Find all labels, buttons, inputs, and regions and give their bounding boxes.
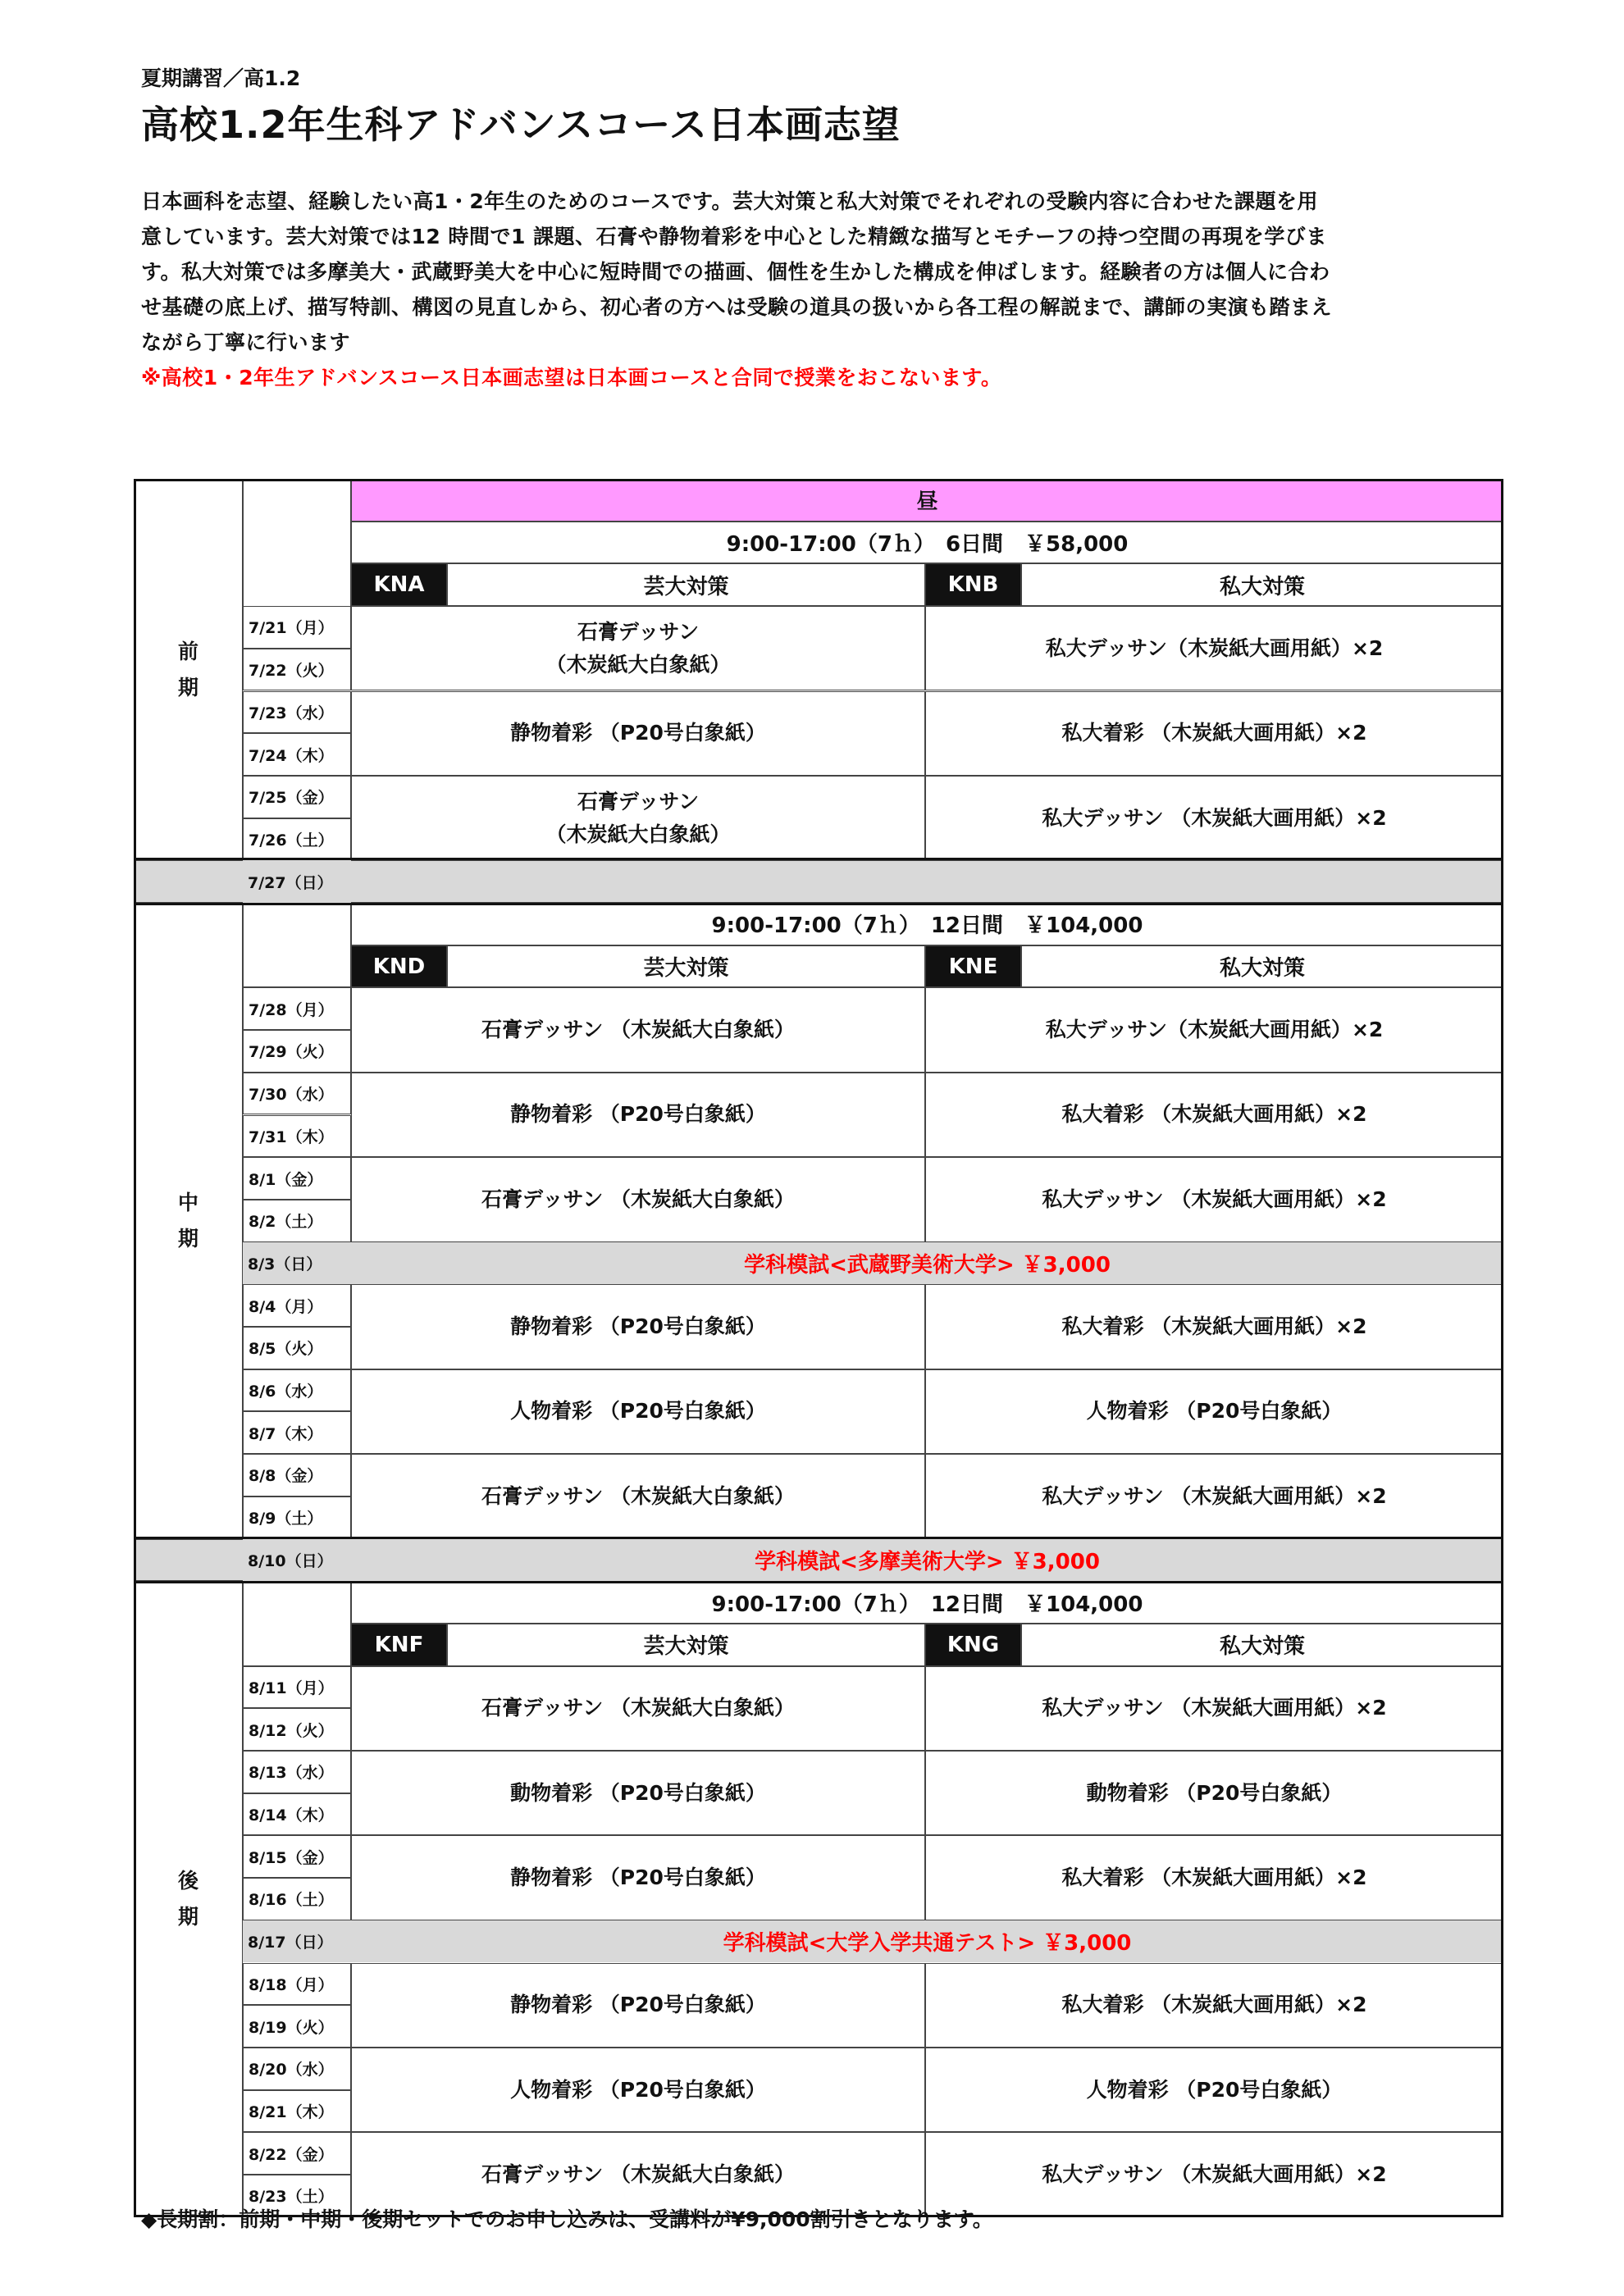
track-shidai-header: 私大対策 [1021,563,1503,606]
period-label: 後 期 [134,1581,243,2217]
date-cell: 7/22（火） [243,649,351,691]
date-cell: 8/12（火） [243,1708,351,1751]
date-cell: 8/21（木） [243,2090,351,2133]
joint-class-notice: ※高校1・2年生アドバンスコース日本画志望は日本画コースと合同で授業をおこないます。 [141,366,1002,390]
description-line: せ基礎の底上げ、描写特訓、構図の見直しから、初心者の方へは受験の道具の扱いから各工程の解説まで、講師の実演も踏まえ [141,295,1333,319]
page-kicker: 夏期講習／高1.2 [141,66,301,90]
blank-corner-cell [243,1581,351,1665]
period-summary: 9:00-17:00（7ｈ） 12日間 ￥104,000 [351,1581,1503,1624]
date-cell: 8/9（土） [243,1496,351,1539]
geidai-assignment: 静物着彩 （P20号白象紙） [351,1835,925,1920]
shidai-assignment: 人物着彩 （P20号白象紙） [925,2048,1503,2132]
description-line: 日本画科を志望、経験したい高1・2年生のためのコースです。芸大対策と私大対策でそれぞれの受験内容に合わせた課題を用 [141,189,1319,213]
date-cell: 8/11（月） [243,1666,351,1709]
date-cell: 8/14（木） [243,1793,351,1836]
geidai-assignment: 動物着彩 （P20号白象紙） [351,1751,925,1835]
geidai-assignment: 石膏デッサン （木炭紙大白象紙） [351,1666,925,1751]
geidai-assignment: 石膏デッサン （木炭紙大白象紙） [351,776,925,860]
schedule-table [134,479,1503,2207]
shidai-assignment: 私大デッサン（木炭紙大画用紙）×2 [925,606,1503,690]
shidai-assignment: 私大着彩 （木炭紙大画用紙）×2 [925,1835,1503,1920]
date-cell: 8/3（日） [243,1242,351,1285]
long-term-discount-note: ◆長期割：前期・中期・後期セットでのお申し込みは、受講料が¥9,000割引きとなります。 [141,2207,993,2231]
blank-corner-cell [243,903,351,987]
date-cell: 7/24（木） [243,733,351,776]
date-cell: 7/23（水） [243,691,351,734]
date-cell: 8/10（日） [243,1539,351,1582]
course-description [141,184,1421,395]
course-code-badge: KND [351,945,447,988]
date-cell: 8/15（金） [243,1835,351,1878]
date-cell: 8/6（水） [243,1369,351,1412]
description-line: ながら丁寧に行います [141,330,351,354]
track-shidai-header: 私大対策 [1021,945,1503,988]
daytime-header: 昼 [351,479,1503,522]
date-cell: 8/16（土） [243,1878,351,1920]
date-cell: 8/4（月） [243,1284,351,1327]
geidai-assignment: 石膏デッサン （木炭紙大白象紙） [351,1454,925,1538]
geidai-assignment: 石膏デッサン （木炭紙大白象紙） [351,987,925,1072]
date-cell: 7/27（日） [243,860,351,903]
date-cell: 8/19（火） [243,2005,351,2048]
date-cell: 7/29（火） [243,1030,351,1073]
course-code-badge: KNB [925,563,1021,606]
date-cell: 8/5（火） [243,1327,351,1369]
date-cell: 8/22（金） [243,2132,351,2175]
geidai-assignment: 人物着彩 （P20号白象紙） [351,2048,925,2132]
shidai-assignment: 動物着彩 （P20号白象紙） [925,1751,1503,1835]
geidai-assignment: 人物着彩 （P20号白象紙） [351,1369,925,1454]
date-cell: 7/21（月） [243,606,351,649]
date-cell: 7/25（金） [243,776,351,818]
geidai-assignment: 静物着彩 （P20号白象紙） [351,1963,925,2048]
geidai-assignment: 静物着彩 （P20号白象紙） [351,691,925,776]
date-cell: 8/17（日） [243,1920,351,1963]
shidai-assignment: 私大デッサン （木炭紙大画用紙）×2 [925,1666,1503,1751]
date-cell: 7/28（月） [243,987,351,1030]
shidai-assignment: 私大着彩 （木炭紙大画用紙）×2 [925,1963,1503,2048]
geidai-assignment: 石膏デッサン （木炭紙大白象紙） [351,606,925,690]
track-geidai-header: 芸大対策 [447,563,925,606]
date-cell: 8/2（土） [243,1200,351,1242]
shidai-assignment: 人物着彩 （P20号白象紙） [925,1369,1503,1454]
track-shidai-header: 私大対策 [1021,1624,1503,1666]
date-cell: 8/23（土） [243,2175,351,2217]
description-line: す。私大対策では多摩美大・武蔵野美大を中心に短時間での描画、個性を生かした構成を伸ばします。経験者の方は個人に合わ [141,260,1330,284]
shidai-assignment: 私大デッサン （木炭紙大画用紙）×2 [925,1157,1503,1241]
blank-corner-cell [243,479,351,649]
date-cell: 8/1（金） [243,1157,351,1200]
period-summary: 9:00-17:00（7ｈ） 12日間 ￥104,000 [351,903,1503,945]
course-code-badge: KNE [925,945,1021,988]
course-code-badge: KNG [925,1624,1021,1666]
geidai-assignment: 石膏デッサン （木炭紙大白象紙） [351,1157,925,1241]
date-cell: 8/7（木） [243,1411,351,1454]
date-cell: 8/13（水） [243,1751,351,1793]
period-summary: 9:00-17:00（7ｈ） 6日間 ￥58,000 [351,522,1503,564]
exam-day-label: 学科模試<武蔵野美術大学> ￥3,000 [351,1242,1503,1285]
shidai-assignment: 私大着彩 （木炭紙大画用紙）×2 [925,1284,1503,1369]
geidai-assignment: 静物着彩 （P20号白象紙） [351,1073,925,1157]
track-geidai-header: 芸大対策 [447,1624,925,1666]
period-label: 前 期 [134,479,243,860]
date-cell: 8/20（水） [243,2048,351,2090]
course-code-badge: KNA [351,563,447,606]
exam-day-label: 学科模試<多摩美術大学> ￥3,000 [351,1539,1503,1582]
date-cell: 8/8（金） [243,1454,351,1496]
date-cell: 7/26（土） [243,818,351,861]
exam-day-label: 学科模試<大学入学共通テスト> ￥3,000 [351,1920,1503,1963]
date-cell: 7/30（水） [243,1073,351,1115]
page-title: 高校1.2年生科アドバンスコース日本画志望 [141,102,901,147]
period-label: 中 期 [134,903,243,1539]
shidai-assignment: 私大デッサン （木炭紙大画用紙）×2 [925,1454,1503,1538]
track-geidai-header: 芸大対策 [447,945,925,988]
shidai-assignment: 私大デッサン（木炭紙大画用紙）×2 [925,987,1503,1072]
shidai-assignment: 私大着彩 （木炭紙大画用紙）×2 [925,691,1503,776]
course-code-badge: KNF [351,1624,447,1666]
geidai-assignment: 石膏デッサン （木炭紙大白象紙） [351,2132,925,2216]
description-line: 意しています。芸大対策では12 時間で1 課題、石膏や静物着彩を中心とした精緻な描写とモチーフの持つ空間の再現を学びま [141,225,1327,248]
date-cell: 8/18（月） [243,1963,351,2006]
shidai-assignment: 私大デッサン （木炭紙大画用紙）×2 [925,2132,1503,2216]
shidai-assignment: 私大デッサン （木炭紙大画用紙）×2 [925,776,1503,860]
geidai-assignment: 静物着彩 （P20号白象紙） [351,1284,925,1369]
shidai-assignment: 私大着彩 （木炭紙大画用紙）×2 [925,1073,1503,1157]
date-cell: 7/31（木） [243,1115,351,1158]
